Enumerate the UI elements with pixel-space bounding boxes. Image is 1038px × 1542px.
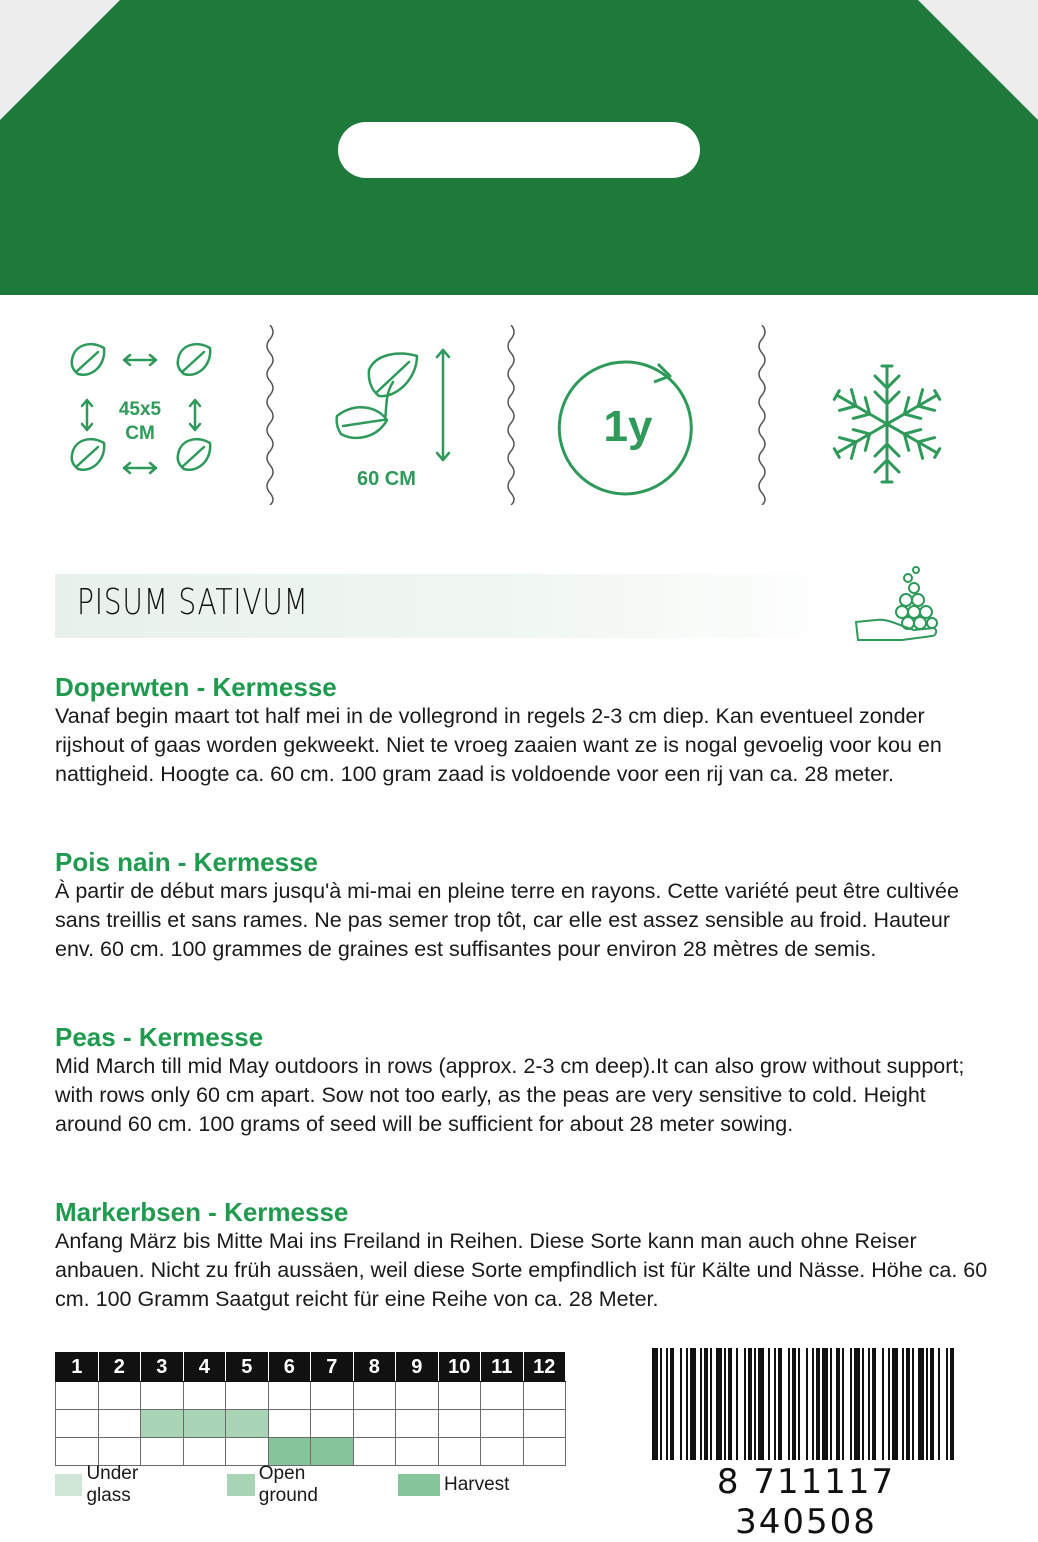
barcode-bar: [704, 1348, 708, 1460]
barcode-bar: [918, 1348, 924, 1460]
calendar-cell: [353, 1382, 396, 1410]
barcode-bar: [652, 1348, 658, 1460]
sowing-calendar: [55, 1352, 566, 1466]
calendar-cell: [438, 1438, 481, 1466]
barcode-bar: [836, 1348, 840, 1460]
calendar-cell: [141, 1438, 184, 1466]
calendar-cell: [523, 1438, 566, 1466]
barcode-bar: [882, 1348, 884, 1460]
legend-under-glass: [55, 1463, 153, 1506]
latin-name: PISUM SATIVUM: [77, 582, 309, 623]
section-german: [55, 1197, 995, 1314]
barcode-bar: [748, 1348, 752, 1460]
section-text: Anfang März bis Mitte Mai ins Freiland in Reihen. Diese Sorte kann man auch ohne Reiser anbauen. Nicht zu früh aussäen, weil diese Sorte empfindlich ist für Kälte und Nässe. Höhe ca. 60 cm. 100 Gramm Saatgut reicht für eine Reihe von ca. 28 Meter.: [55, 1229, 988, 1311]
barcode-bar: [854, 1348, 860, 1460]
barcode-bar: [842, 1348, 844, 1460]
section-dutch: [55, 672, 995, 789]
barcode-number: 8 711117 340508: [716, 1462, 896, 1542]
annual-cycle-icon: [548, 320, 708, 510]
calendar-cell: [56, 1410, 99, 1438]
calendar-cell: [481, 1410, 524, 1438]
calendar-cell: [98, 1410, 141, 1438]
spacing-label-line1: 45x5: [118, 399, 162, 420]
calendar-cell: [353, 1438, 396, 1466]
barcode-bar: [926, 1348, 928, 1460]
zigzag-divider: [503, 325, 519, 505]
calendar-month-12: 12: [523, 1353, 566, 1382]
calendar-cell: [438, 1382, 481, 1410]
section-french: [55, 847, 995, 964]
barcode-bar: [736, 1348, 738, 1460]
barcode-bar: [816, 1348, 820, 1460]
legend-swatch: [398, 1474, 440, 1496]
barcode-bar: [660, 1348, 662, 1460]
info-icons-row: [0, 320, 1038, 510]
calendar-cell: [481, 1438, 524, 1466]
calendar-cell: [98, 1438, 141, 1466]
section-text: Vanaf begin maart tot half mei in de vollegrond in regels 2-3 cm diep. Kan eventueel zonder rijshout of gaas worden gekweekt. Niet te vroeg zaaien want ze is nogal gevoelig voor kou en nattigheid. Hoogte ca. 60 cm. 100 gram zaad is voldoende voor een rij van ca. 28 meter.: [55, 704, 942, 786]
calendar-cell: [481, 1382, 524, 1410]
legend-label: Open ground: [258, 1463, 318, 1506]
calendar-cell: [438, 1410, 481, 1438]
barcode-bar: [774, 1348, 776, 1460]
calendar-cell: [311, 1382, 354, 1410]
calendar-cell: [396, 1382, 439, 1410]
cycle-label: 1y: [603, 402, 653, 451]
barcode-bar: [950, 1348, 954, 1460]
calendar-row-open-ground: [56, 1410, 566, 1438]
calendar-month-11: 11: [481, 1353, 524, 1382]
legend-swatch: [227, 1474, 255, 1496]
barcode-bar: [768, 1348, 770, 1460]
calendar-cell: [396, 1438, 439, 1466]
barcode-bar: [850, 1348, 852, 1460]
calendar-cell: [226, 1410, 269, 1438]
barcode-bar: [758, 1348, 764, 1460]
section-title: Doperwten - Kermesse: [55, 672, 337, 702]
section-title: Pois nain - Kermesse: [55, 847, 318, 877]
section-english: [55, 1022, 995, 1139]
calendar-row-under-glass: [56, 1382, 566, 1410]
barcode-bar: [938, 1348, 940, 1460]
calendar-month-6: 6: [268, 1353, 311, 1382]
calendar-month-2: 2: [98, 1353, 141, 1382]
barcode-bar: [716, 1348, 722, 1460]
spacing-label-line2: CM: [125, 423, 155, 444]
calendar-cell: [268, 1410, 311, 1438]
barcode-bar: [892, 1348, 898, 1460]
barcode-bar: [906, 1348, 910, 1460]
barcode-bar: [888, 1348, 890, 1460]
barcode-bar: [822, 1348, 828, 1460]
species-band: [55, 574, 855, 638]
calendar-month-5: 5: [226, 1353, 269, 1382]
barcode-bar: [700, 1348, 702, 1460]
section-text: Mid March till mid May outdoors in rows (approx. 2-3 cm deep).It can also grow without support; with rows only 60 cm apart. Sow not too early, as the peas are very sensitive to cold. Height around 60 cm. 100 grams of seed will be sufficient for about 28 meter sowing.: [55, 1054, 965, 1136]
barcode-bar: [788, 1348, 790, 1460]
zigzag-divider: [262, 325, 278, 505]
barcode-bar: [690, 1348, 696, 1460]
barcode-bar: [670, 1348, 674, 1460]
barcode-bar: [666, 1348, 668, 1460]
height-label: 60 CM: [357, 468, 416, 490]
barcode-bar: [710, 1348, 712, 1460]
zigzag-divider: [754, 325, 770, 505]
section-text: À partir de début mars jusqu'à mi-mai en pleine terre en rayons. Cette variété peut être cultivée sans treillis et sans rames. Ne pas semer trop tôt, car elle est assez sensible au froid. Hauteur env. 60 cm. 100 grammes de graines est suffisantes pour environ 28 mètres de semis.: [55, 879, 959, 961]
barcode-bar: [812, 1348, 814, 1460]
calendar-month-9: 9: [396, 1353, 439, 1382]
barcode-bar: [930, 1348, 934, 1460]
barcode-bar: [912, 1348, 914, 1460]
barcode-bar: [862, 1348, 864, 1460]
calendar-cell: [523, 1382, 566, 1410]
calendar-month-3: 3: [141, 1353, 184, 1382]
calendar-month-10: 10: [438, 1353, 481, 1382]
barcode-bar: [792, 1348, 796, 1460]
section-title: Peas - Kermesse: [55, 1022, 264, 1052]
section-title: Markerbsen - Kermesse: [55, 1197, 349, 1227]
barcode-bar: [798, 1348, 800, 1460]
calendar-cell: [311, 1438, 354, 1466]
barcode-bar: [778, 1348, 782, 1460]
barcode-bar: [744, 1348, 746, 1460]
calendar-cell: [268, 1382, 311, 1410]
barcode-bar: [902, 1348, 904, 1460]
calendar-cell: [311, 1410, 354, 1438]
calendar-cell: [183, 1410, 226, 1438]
calendar-cell: [141, 1382, 184, 1410]
calendar-cell: [353, 1410, 396, 1438]
seeds-in-hand-icon: [848, 560, 948, 650]
spacing-leaves-icon: [60, 320, 230, 510]
calendar-cell: [268, 1438, 311, 1466]
calendar-row-harvest: [56, 1438, 566, 1466]
barcode-bar: [806, 1348, 808, 1460]
barcode-bar: [830, 1348, 832, 1460]
calendar-cell: [523, 1410, 566, 1438]
package-header: [0, 0, 1038, 295]
barcode-bar: [724, 1348, 726, 1460]
calendar-month-4: 4: [183, 1353, 226, 1382]
calendar-cell: [396, 1410, 439, 1438]
calendar-cell: [98, 1382, 141, 1410]
calendar-month-7: 7: [311, 1353, 354, 1382]
calendar-cell: [183, 1438, 226, 1466]
hang-hole: [338, 122, 700, 178]
plant-height-icon: [325, 320, 475, 510]
legend-label: Under glass: [86, 1463, 139, 1506]
calendar-cell: [56, 1382, 99, 1410]
calendar-cell: [226, 1382, 269, 1410]
calendar-month-1: 1: [56, 1353, 99, 1382]
calendar-month-8: 8: [353, 1353, 396, 1382]
barcode-bar: [868, 1348, 870, 1460]
legend-label: Harvest: [444, 1474, 510, 1495]
calendar-cell: [141, 1410, 184, 1438]
barcode-bar: [680, 1348, 682, 1460]
barcode-bar: [728, 1348, 732, 1460]
barcode-bar: [754, 1348, 756, 1460]
legend-swatch: [55, 1474, 82, 1496]
calendar-cell: [56, 1438, 99, 1466]
barcode-bar: [872, 1348, 876, 1460]
snowflake-icon: [825, 320, 950, 510]
barcode-bar: [946, 1348, 948, 1460]
barcode-bar: [686, 1348, 688, 1460]
legend-harvest: [398, 1472, 509, 1498]
calendar-cell: [226, 1438, 269, 1466]
calendar-cell: [183, 1382, 226, 1410]
legend-open-ground: [227, 1463, 332, 1506]
